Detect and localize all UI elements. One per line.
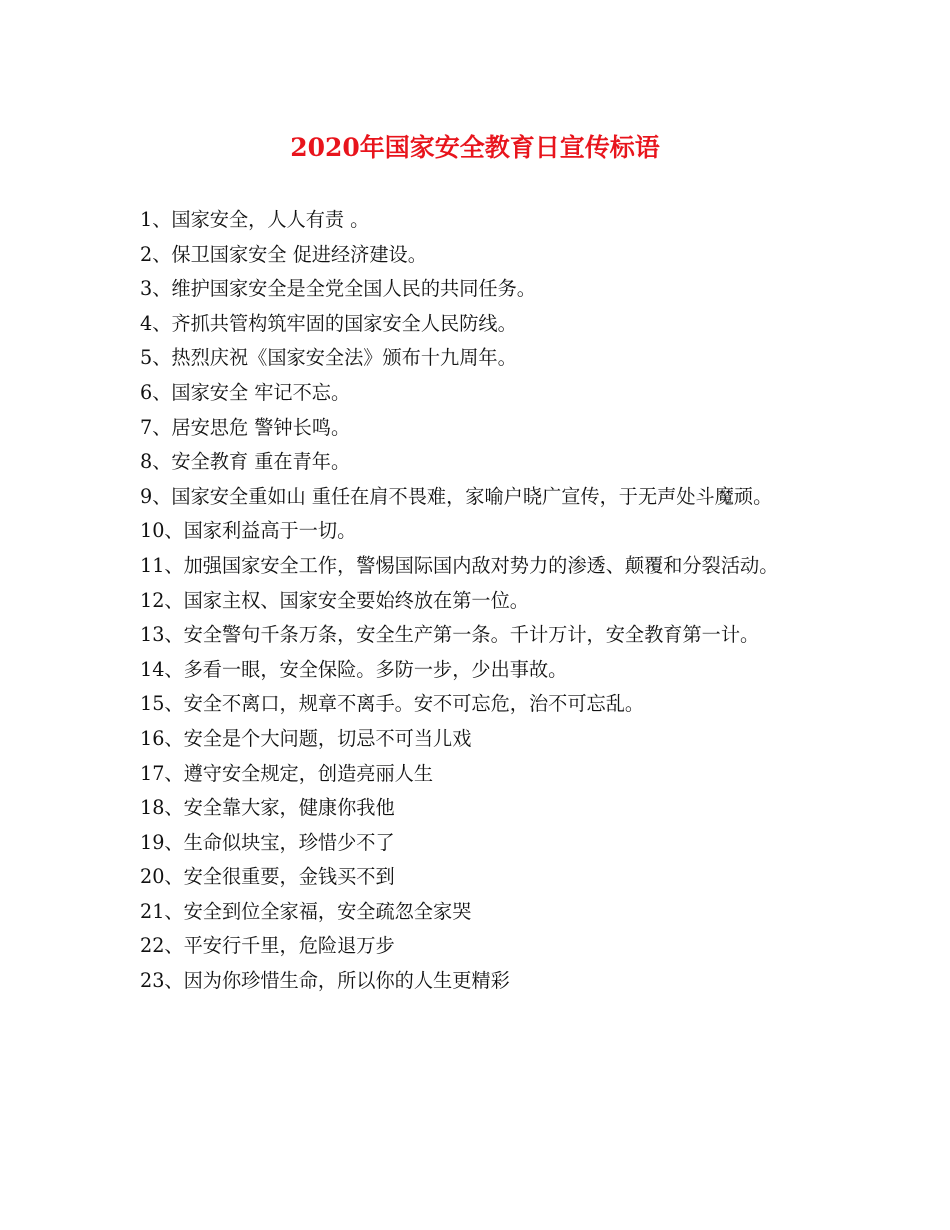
list-item: 18、安全靠大家，健康你我他 <box>140 796 395 820</box>
list-item: 2、保卫国家安全 促进经济建设。 <box>140 242 427 266</box>
page-title: 2020年国家安全教育日宣传标语 <box>290 133 660 162</box>
list-item: 16、安全是个大问题，切忌不可当儿戏 <box>140 726 472 750</box>
list-item: 10、国家利益高于一切。 <box>140 519 357 543</box>
list-item: 7、居安思危 警钟长鸣。 <box>140 415 351 439</box>
slogan-list <box>140 203 830 999</box>
list-item: 20、安全很重要，金钱买不到 <box>140 865 395 889</box>
list-item: 15、安全不离口，规章不离手。安不可忘危，治不可忘乱。 <box>140 692 645 716</box>
list-item: 14、多看一眼，安全保险。多防一步，少出事故。 <box>140 657 568 681</box>
list-item: 1、国家安全，人人有责 。 <box>140 208 370 231</box>
list-item: 22、平安行千里，危险退万步 <box>140 934 395 958</box>
list-item: 19、生命似块宝，珍惜少不了 <box>140 830 395 854</box>
list-item: 9、国家安全重如山 重任在肩不畏难，家喻户晓广宣传，于无声处斗魔顽。 <box>140 484 773 508</box>
list-item: 21、安全到位全家福，安全疏忽全家哭 <box>140 899 472 923</box>
list-item: 13、安全警句千条万条，安全生产第一条。千计万计，安全教育第一计。 <box>140 623 760 647</box>
list-item: 17、遵守安全规定，创造亮丽人生 <box>140 761 434 785</box>
list-item: 4、齐抓共管构筑牢固的国家安全人民防线。 <box>140 311 517 335</box>
list-item: 5、热烈庆祝《国家安全法》颁布十九周年。 <box>140 346 517 370</box>
list-item: 6、国家安全 牢记不忘。 <box>140 380 351 404</box>
list-item: 3、维护国家安全是全党全国人民的共同任务。 <box>140 277 536 301</box>
list-item: 8、安全教育 重在青年。 <box>140 450 351 474</box>
list-item: 23、因为你珍惜生命，所以你的人生更精彩 <box>140 969 510 993</box>
list-item: 12、国家主权、国家安全要始终放在第一位。 <box>140 588 529 612</box>
list-item: 11、加强国家安全工作，警惕国际国内敌对势力的渗透、颠覆和分裂活动。 <box>140 553 779 577</box>
